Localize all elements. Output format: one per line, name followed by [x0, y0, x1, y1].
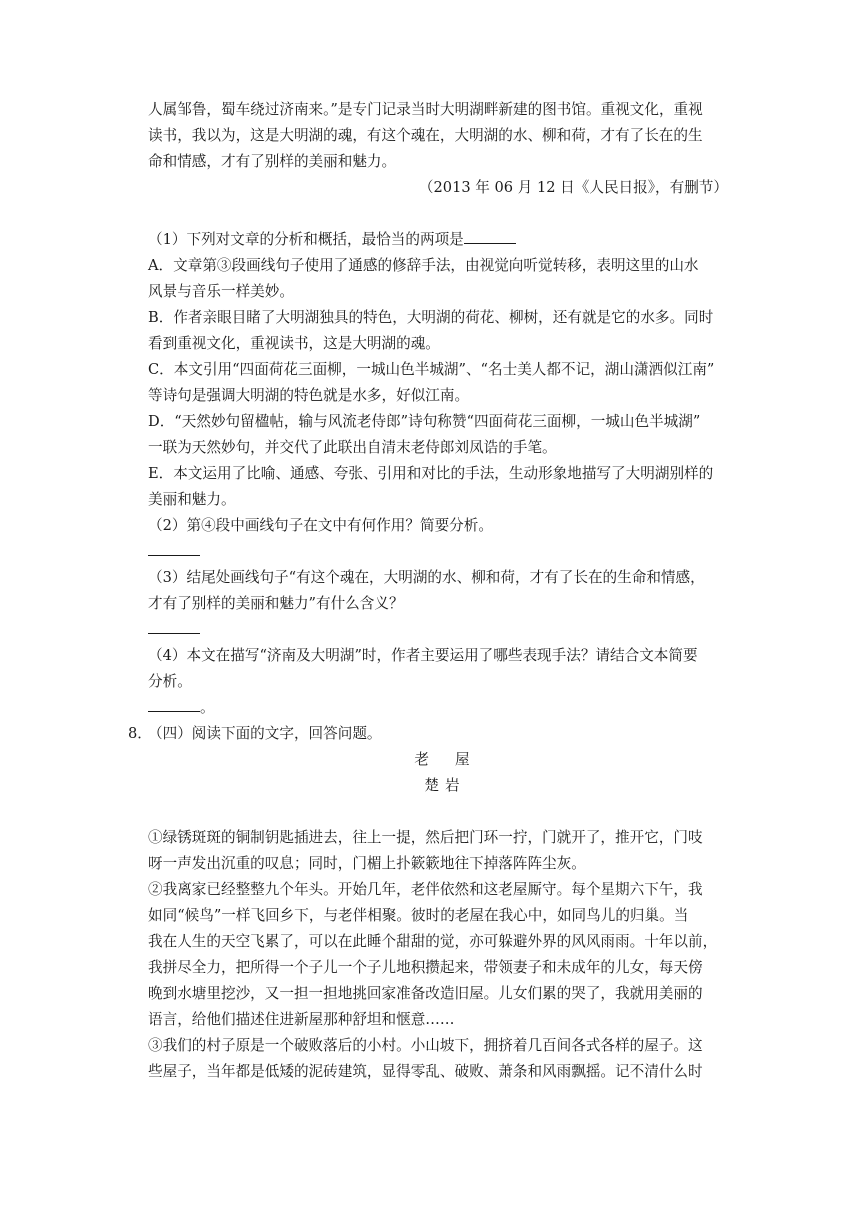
- paragraph-3: [148, 1033, 736, 1085]
- section-8-heading: 8． （四）阅读下面的文字，回答问题。: [148, 721, 736, 747]
- paragraph-line: 呀一声发出沉重的叹息；同时，门楣上扑簌簌地往下掉落阵阵尘灰。: [148, 855, 586, 872]
- passage-ending: [148, 97, 736, 201]
- paragraph-line: 我在人生的天空飞累了，可以在此睡个甜甜的觉，亦可躲避外界的风风雨雨。十年以前，: [148, 933, 718, 950]
- question-3-answer: [148, 617, 736, 643]
- section-8: [128, 721, 736, 1085]
- source-citation: （2013 年 06 月 12 日《人民日报》，有删节）: [418, 179, 728, 196]
- paragraph-line: 些屋子，当年都是低矮的泥砖建筑，显得零乱、破败、萧条和风雨飘摇。记不清什么时: [148, 1063, 703, 1080]
- question-4-stem-cont: 分析。: [148, 673, 192, 690]
- option-c-cont: 等诗句是强调大明湖的特色就是水多，好似江南。: [148, 387, 470, 404]
- question-2-answer: [148, 539, 736, 565]
- document-content: [128, 97, 736, 1085]
- option-e: E．本文运用了比喻、通感、夸张、引用和对比的手法，生动形象地描写了大明湖别样的: [148, 465, 714, 482]
- paragraph-line: 晚到水塘里挖沙，又一担一担地挑回家准备改造旧屋。儿女们累的哭了，我就用美丽的: [148, 985, 703, 1002]
- option-b-cont: 看到重视文化，重视读书，这是大明湖的魂。: [148, 335, 440, 352]
- option-d: D．“天然妙句留楹帖，输与风流老侍郎”诗句称赞“四面荷花三面柳，一城山色半城湖”: [148, 413, 701, 430]
- paragraph-line: ③我们的村子原是一个破败落后的小村。小山坡下，拥挤着几百间各式各样的屋子。这: [148, 1037, 703, 1054]
- paragraph-line: 语言，给他们描述住进新屋那种舒坦和惬意……: [148, 1011, 455, 1028]
- question-number: 8．: [128, 725, 152, 742]
- passage-line: 命和情感，才有了别样的美丽和魅力。: [148, 153, 397, 170]
- question-1: [148, 227, 736, 513]
- answer-blank[interactable]: [464, 227, 516, 244]
- answer-blank[interactable]: [148, 539, 200, 556]
- option-e-cont: 美丽和魅力。: [148, 491, 236, 508]
- option-a-cont: 风景与音乐一样美妙。: [148, 283, 294, 300]
- passage-line: 人属邹鲁，蜀车绕过济南来。”是专门记录当时大明湖畔新建的图书馆。重视文化，重视: [148, 101, 703, 118]
- article-author: 楚岩: [424, 777, 466, 794]
- paragraph-line: 我拼尽全力，把所得一个子儿一个子儿地积攒起来，带领妻子和未成年的儿女，每天傍: [148, 959, 703, 976]
- paragraph-line: ②我离家已经整整九个年头。开始几年，老伴依然和这老屋厮守。每个星期六下午，我: [148, 881, 703, 898]
- paragraph-2: [148, 877, 736, 1033]
- question-3: [148, 565, 736, 643]
- option-c: C．本文引用“四面荷花三面柳，一城山色半城湖”、“名士美人都不记，湖山潇洒似江南”: [148, 361, 715, 378]
- option-d-cont: 一联为天然妙句，并交代了此联出自清末老侍郎刘凤诰的手笔。: [148, 439, 557, 456]
- answer-blank[interactable]: [148, 617, 200, 634]
- question-2: [148, 513, 736, 565]
- question-4-stem: （4）本文在描写“济南及大明湖”时，作者主要运用了哪些表现手法？请结合文本简要: [148, 647, 698, 664]
- paragraph-line: 如同“候鸟”一样飞回乡下，与老伴相聚。彼时的老屋在我心中，如同鸟儿的归巢。当: [148, 907, 689, 924]
- question-2-stem: （2）第④段中画线句子在文中有何作用？简要分析。: [148, 517, 493, 534]
- paragraph-1: [148, 825, 736, 877]
- question-4-answer: 。: [148, 695, 736, 721]
- question-3-stem: （3）结尾处画线句子“有这个魂在，大明湖的水、柳和荷，才有了长在的生命和情感，: [148, 569, 705, 586]
- question-1-stem: （1）下列对文章的分析和概括，最恰当的两项是: [148, 227, 736, 253]
- option-b: B．作者亲眼目睹了大明湖独具的特色，大明湖的荷花、柳树，还有就是它的水多。同时: [148, 309, 714, 326]
- paragraph-line: ①绿锈斑斑的铜制钥匙插进去，往上一提，然后把门环一拧，门就开了，推开它，门吱: [148, 829, 703, 846]
- question-3-stem-cont: 才有了别样的美丽和魅力”有什么含义？: [148, 595, 404, 612]
- passage-line: 读书，我以为，这是大明湖的魂，有这个魂在，大明湖的水、柳和荷，才有了长在的生: [148, 127, 703, 144]
- article-title: 老屋: [414, 751, 496, 768]
- question-4: [148, 643, 736, 721]
- answer-blank[interactable]: [148, 695, 200, 712]
- option-a: A．文章第③段画线句子使用了通感的修辞手法，由视觉向听觉转移，表明这里的山水: [148, 257, 699, 274]
